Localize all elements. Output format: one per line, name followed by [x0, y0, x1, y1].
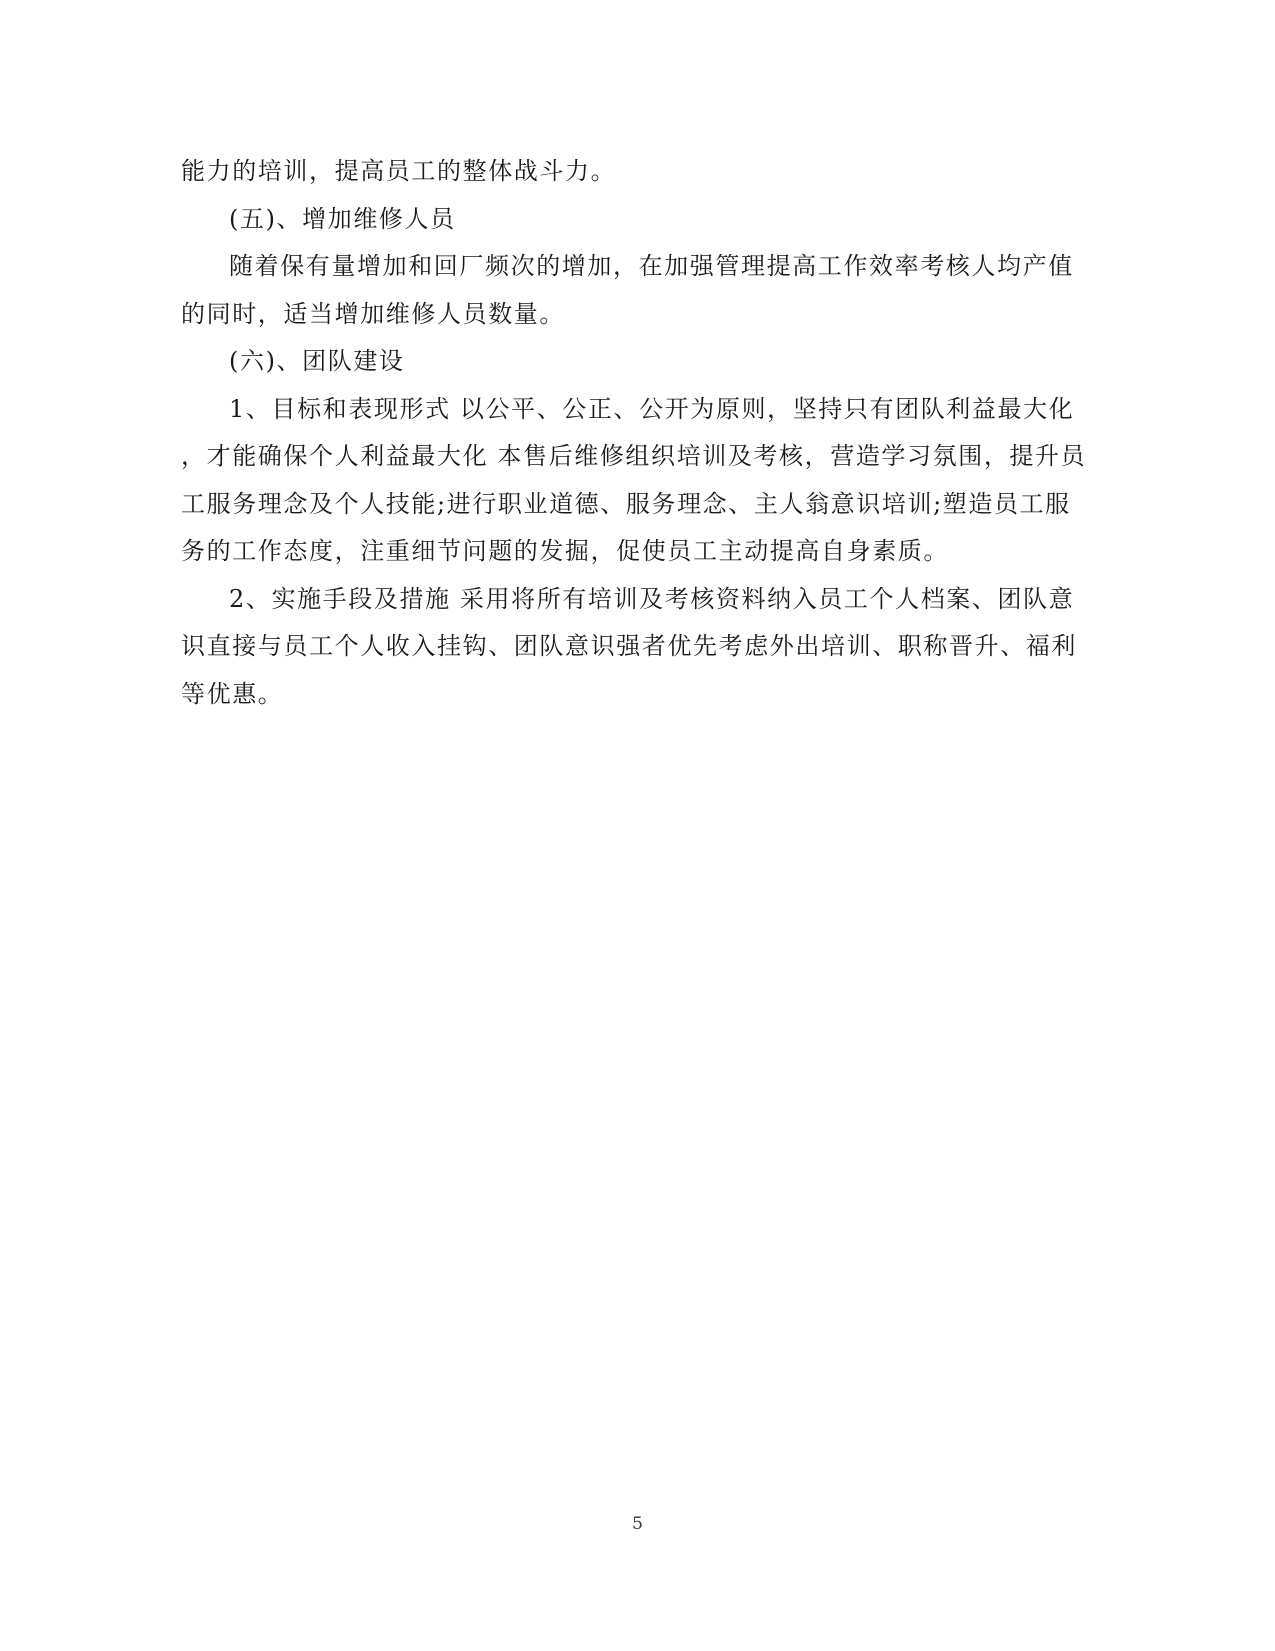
section-heading-five: (五)、增加维修人员 — [229, 204, 456, 233]
paragraph-continuation-line: 能力的培训，提高员工的整体战斗力。 — [181, 157, 617, 185]
document-body — [181, 148, 1087, 718]
paragraph-line: 等优惠。 — [181, 679, 284, 708]
paragraph-line: 1、目标和表现形式 以公平、公正、公开为原则，坚持只有团队利益最大化 — [229, 394, 1075, 423]
paragraph-line: 随着保有量增加和回厂频次的增加，在加强管理提高工作效率考核人均产值 — [229, 252, 1074, 280]
paragraph-line: ，才能确保个人利益最大化 本售后维修组织培训及考核，营造学习氛围，提升员 — [181, 442, 1087, 470]
paragraph-line: 务的工作态度，注重细节问题的发掘，促使员工主动提高自身素质。 — [181, 537, 949, 565]
paragraph-line: 识直接与员工个人收入挂钩、团队意识强者优先考虑外出培训、职称晋升、福利 — [181, 632, 1077, 660]
paragraph-line: 工服务理念及个人技能;进行职业道德、服务理念、主人翁意识培训;塑造员工服 — [181, 489, 1071, 518]
page-number: 5 — [632, 1514, 643, 1534]
paragraph-line: 的同时，适当增加维修人员数量。 — [181, 299, 565, 328]
section-heading-six: (六)、团队建设 — [229, 347, 405, 375]
paragraph-line: 2、实施手段及措施 采用将所有培训及考核资料纳入员工个人档案、团队意 — [229, 584, 1075, 613]
